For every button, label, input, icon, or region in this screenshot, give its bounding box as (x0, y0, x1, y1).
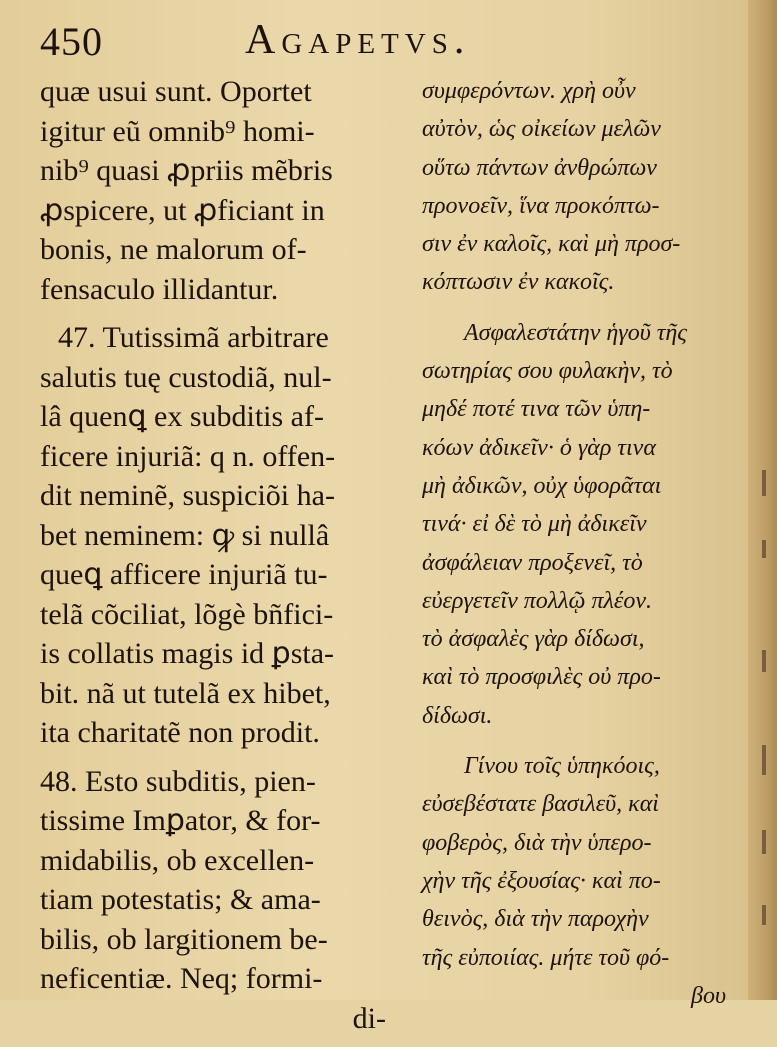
page-number: 450 (40, 19, 103, 64)
text-line: τῆς εὐποιίας. μήτε τοῦ φό- (422, 944, 670, 971)
latin-paragraph (40, 762, 392, 1039)
catchword: di- (352, 1001, 386, 1035)
text-line: 48. Esto subditis, pien- (40, 764, 316, 798)
text-line: bonis, ne malorum of- (40, 233, 307, 266)
text-line: σωτηρίας σου φυλακὴν, τὸ (422, 358, 673, 385)
text-line: ἀσφάλειαν προξενεῖ, τὸ (422, 549, 643, 576)
text-line: dit neminẽ, suspiciõi ha- (40, 479, 335, 512)
text-line: θεινὸς, διὰ τὴν παροχὴν (422, 906, 649, 933)
text-line: salutis tuę custodiã, nul- (40, 360, 332, 394)
text-line: nib⁹ quasi ꝓpriis mẽbris (40, 154, 333, 187)
text-line: δίδωσι. (422, 702, 493, 729)
text-line: χὴν τῆς ἐξουσίας· καὶ πο- (422, 867, 661, 894)
latin-column (40, 72, 392, 1047)
greek-paragraph (422, 747, 744, 1015)
text-line: tissime Imꝑator, & for- (40, 804, 321, 837)
text-line: tiam potestatis; & ama- (40, 883, 321, 916)
facing-page-ink-mark (762, 905, 766, 925)
latin-paragraph (40, 318, 392, 753)
text-line: φοβερὸς, διὰ τὴν ὑπερο- (422, 829, 652, 856)
text-line: fensaculo illidantur. (40, 272, 279, 306)
text-line: quæ usui sunt. Oportet (40, 75, 312, 108)
text-line: εὐσεβέστατε βασιλεῦ, καὶ (422, 791, 659, 818)
text-line: bilis, ob largitionem be- (40, 922, 328, 956)
text-line: καὶ τὸ προσφιλὲς οὐ προ- (422, 664, 661, 691)
text-line: igitur eũ omnib⁹ homi- (40, 114, 315, 148)
text-line: Γίνου τοῖς ὑπηκόοις, (464, 753, 660, 780)
text-line: Ασφαλεστάτην ἡγοῦ τῆς (464, 319, 688, 346)
text-line: αὐτὸν, ὡς οἰκείων μελῶν (422, 116, 661, 143)
text-line: neficentiæ. Neq; formi- (40, 962, 323, 995)
text-line: ꝓspicere, ut ꝓficiant in (40, 193, 325, 227)
facing-page-ink-mark (762, 830, 766, 854)
text-line: τὸ ἀσφαλὲς γὰρ δίδωσι, (422, 626, 645, 653)
text-line: queꝗ afficere injuriã tu- (40, 558, 328, 591)
text-line: προνοεῖν, ἵνα προκόπτω- (422, 192, 660, 219)
facing-page-ink-mark (762, 470, 766, 496)
facing-page-ink-mark (762, 745, 766, 775)
text-line: μηδέ ποτέ τινα τῶν ὑπη- (422, 396, 651, 423)
greek-column (422, 72, 744, 1027)
text-line: οὕτω πάντων ἀνθρώπων (422, 154, 657, 181)
text-line: εὐεργετεῖν πολλῷ πλέον. (422, 587, 653, 614)
greek-paragraph (422, 72, 744, 302)
running-head: Agapetvs. (245, 17, 471, 63)
text-line: is collatis magis id ꝑsta- (40, 637, 335, 670)
text-line: κόπτωσιν ἐν κακοῖς. (422, 269, 615, 296)
text-line: σιν ἐν καλοῖς, καὶ μὴ προσ- (422, 231, 681, 258)
text-line: τινά· εἰ δὲ τὸ μὴ ἀδικεῖν (422, 511, 647, 538)
text-line: κόων ἀδικεῖν· ὁ γὰρ τινα (422, 434, 656, 461)
text-line: midabilis, ob excellen- (40, 843, 315, 877)
text-line: μὴ ἀδικῶν, οὐχ ὑφορᾶται (422, 472, 662, 499)
text-line: bit. nã ut tutelã ex hibet, (40, 676, 331, 710)
catchword: βου (691, 982, 726, 1009)
text-line: συμφερόντων. χρὴ οὖν (422, 78, 636, 104)
greek-paragraph (422, 314, 744, 735)
facing-page-ink-mark (762, 650, 766, 672)
text-line: lâ quenꝗ ex subditis af- (40, 400, 324, 433)
latin-paragraph (40, 72, 392, 309)
text-line: 47. Tutissimã arbitrare (58, 321, 329, 354)
facing-page-ink-mark (762, 540, 766, 558)
text-line: bet neminem: ꝙ si nullâ (40, 518, 330, 552)
text-line: ita charitatẽ non prodit. (40, 716, 320, 749)
text-line: ficere injuriã: q n. offen- (40, 439, 336, 473)
text-line: telã cõciliat, lõgè bñfici- (40, 597, 334, 631)
